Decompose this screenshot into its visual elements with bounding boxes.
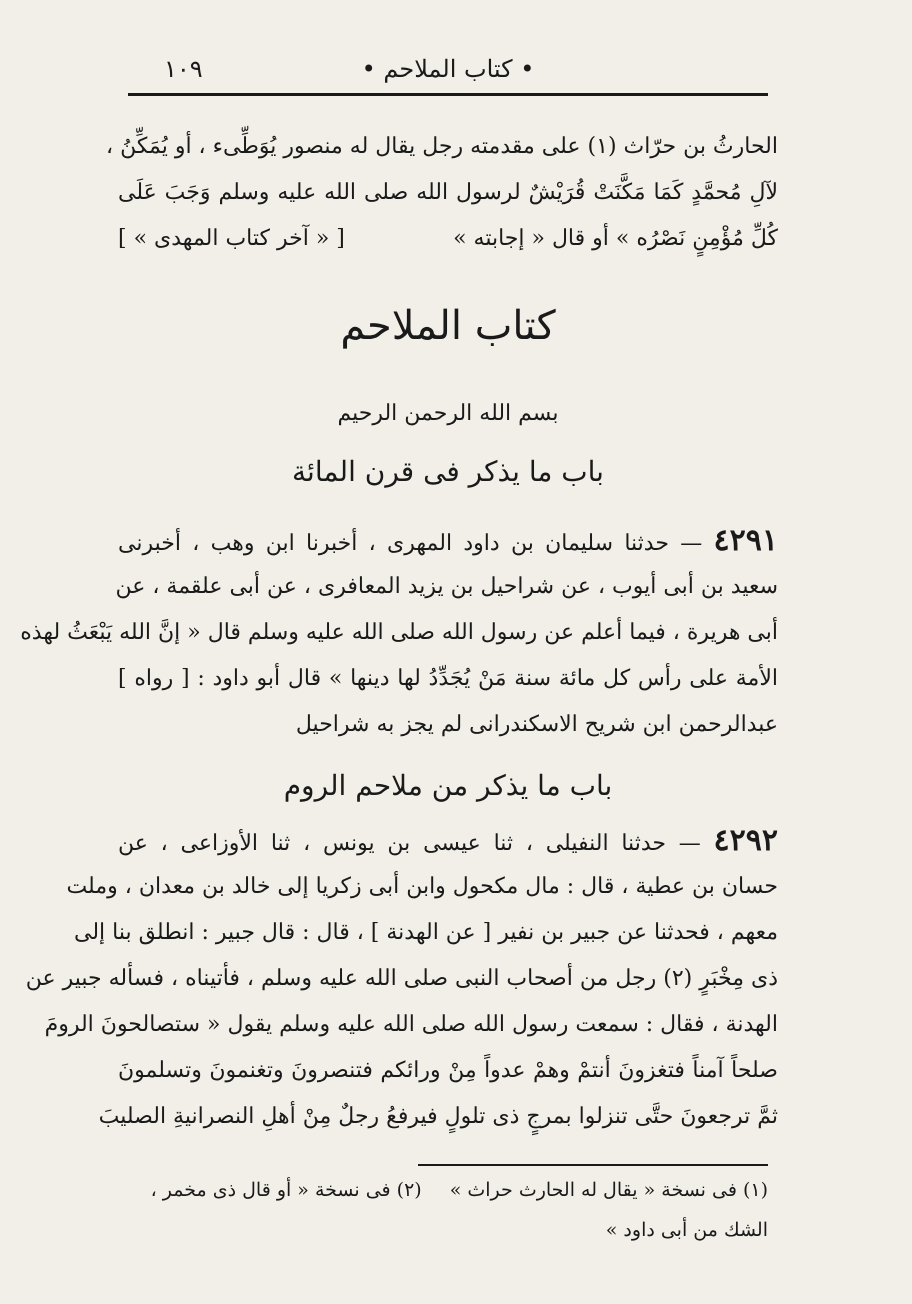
text-line — [118, 216, 778, 262]
footnotes — [128, 1170, 768, 1250]
text-line: عبدالرحمن ابن شريح الاسكندرانى لم يجز به شراحيل — [295, 712, 778, 737]
text-line-part: — حدثنا سليمان بن داود المهرى ، أخبرنا ابن وهب ، أخبرنى — [118, 531, 714, 556]
hadith-4291 — [20, 518, 778, 748]
chapter-heading: باب ما يذكر فى قرن المائة — [292, 455, 604, 488]
text-line: أبى هريرة ، فيما أعلم عن رسول الله صلى الله عليه وسلم قال « إنَّ الله يَبْعَثُ لهذه — [20, 620, 778, 645]
hadith-number: ٤٢٩١ — [713, 523, 778, 558]
footnote-line: الشك من أبى داود » — [605, 1219, 768, 1241]
page-header — [128, 52, 768, 90]
text-line: الأمة على رأس كل مائة سنة مَنْ يُجَدِّدُ لها دينها » قال أبو داود : [ رواه ] — [118, 666, 778, 691]
chapter-heading: باب ما يذكر من ملاحم الروم — [283, 769, 613, 802]
basmala: بسم الله الرحمن الرحيم — [337, 401, 559, 426]
text-line: الهدنة ، فقال : سمعت رسول الله صلى الله عليه وسلم يقول « ستصالحونَ الرومَ — [44, 1012, 778, 1037]
text-line — [118, 518, 778, 564]
header-rule — [128, 93, 768, 96]
prev-text — [106, 124, 778, 262]
text-line: لآلِ مُحمَّدٍ كَمَا مَكَّنَتْ قُرَيْشٌ لرسول الله صلى الله عليه وسلم وَجَبَ عَلَى — [118, 180, 778, 205]
text-line: حسان بن عطية ، قال : مال مكحول وابن أبى زكريا إلى خالد بن معدان ، وملت — [66, 874, 778, 899]
footnote-1: (١) فى نسخة « يقال له الحارث حراث » — [449, 1179, 768, 1201]
running-title: • كتاب الملاحم • — [361, 55, 535, 83]
hadith-number: ٤٢٩٢ — [713, 823, 778, 858]
footnote-line — [128, 1170, 768, 1210]
book-title: كتاب الملاحم — [340, 303, 556, 349]
hadith-4292 — [25, 818, 778, 1140]
text-line: صلحاً آمناً فتغزونَ أنتمْ وهمْ عدواً مِنْ ورائكم فتنصرونَ وتغنمونَ وتسلمونَ — [118, 1058, 778, 1083]
text-line: سعيد بن أبى أيوب ، عن شراحيل بن يزيد المعافرى ، عن أبى علقمة ، عن — [115, 574, 778, 599]
text-line — [118, 818, 778, 864]
text-line-part: — حدثنا النفيلى ، ثنا عيسى بن يونس ، ثنا الأوزاعى ، عن — [118, 831, 714, 856]
text-line: ذى مِخْبَرٍ (٢) رجل من أصحاب النبى صلى الله عليه وسلم ، فأتيناه ، فسأله جبير عن — [25, 966, 778, 991]
text-line: معهم ، فحدثنا عن جبير بن نفير [ عن الهدنة ] ، قال : قال جبير : انطلق بنا إلى — [73, 920, 778, 945]
text-line: الحارثُ بن حرّاث (١) على مقدمته رجل يقال له منصور يُوَطِّىء ، أو يُمَكِّنُ ، — [106, 134, 778, 159]
end-marker: [ « آخر كتاب المهدى » ] — [118, 226, 345, 251]
footnote-rule — [418, 1164, 768, 1166]
footnote-2: (٢) فى نسخة « أو قال ذى مخمر ، — [150, 1179, 422, 1201]
text-line-part: كُلِّ مُؤْمِنٍ نَصْرُه » أو قال « إجابته » — [453, 226, 778, 251]
text-line: ثمَّ ترجعونَ حتَّى تنزلوا بمرجٍ ذى تلولٍ فيرفعُ رجلٌ مِنْ أهلِ النصرانيةِ الصليبَ — [98, 1104, 778, 1129]
page-number: ١٠٩ — [164, 55, 203, 83]
